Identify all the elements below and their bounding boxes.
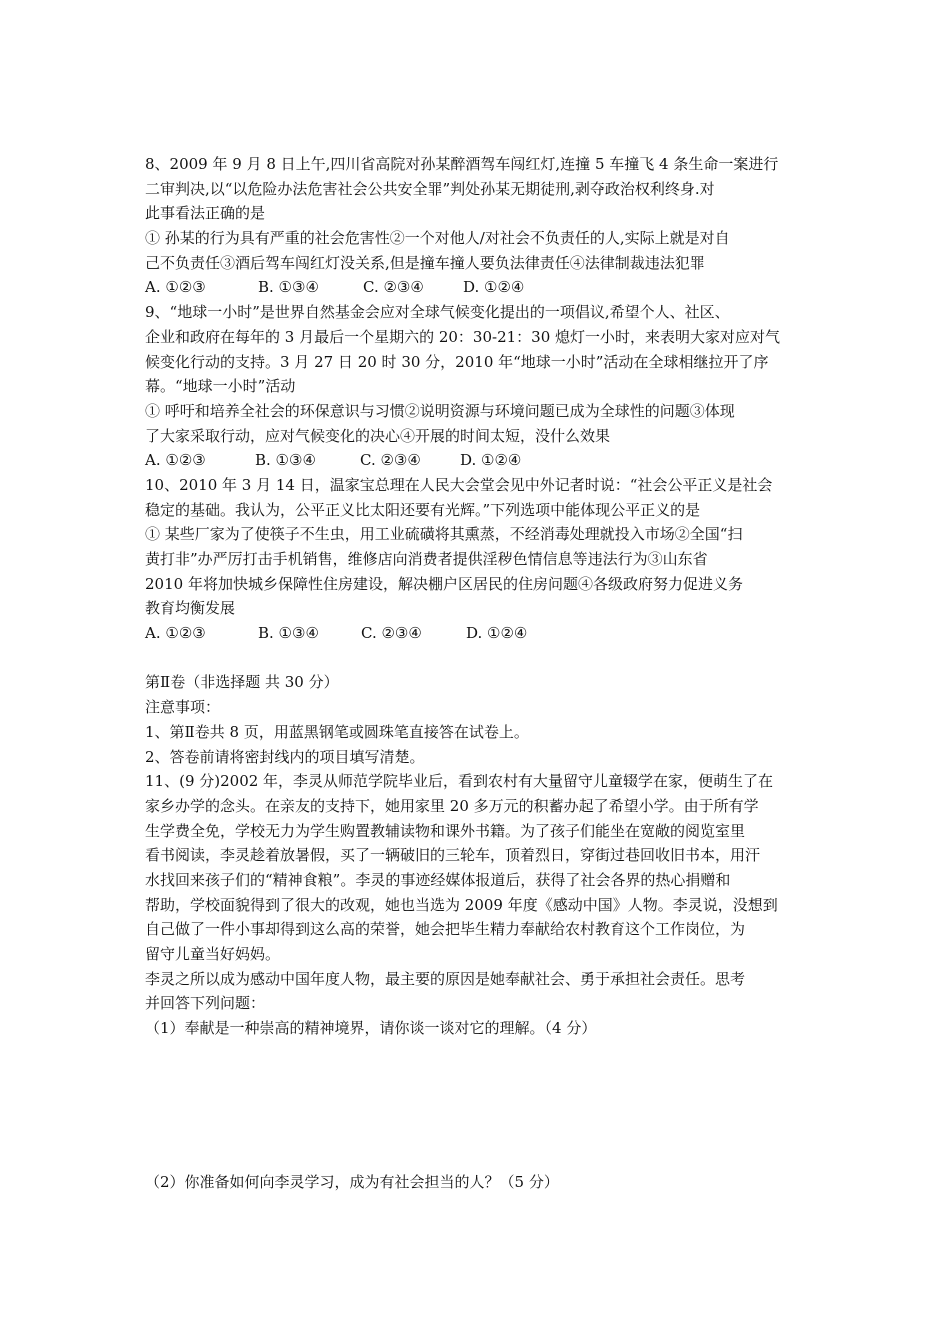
notice-item: 2、答卷前请将密封线内的项目填写清楚。 (145, 747, 425, 766)
question-text-line: 9、“地球一小时”是世界自然基金会应对全球气候变化提出的一项倡议,希望个人、社区、 (145, 303, 730, 322)
question-text-line: ① 呼吁和培养全社会的环保意识与习惯②说明资源与环境问题已成为全球性的问题③体现 (145, 401, 735, 420)
question-text-line: ① 某些厂家为了使筷子不生虫，用工业硫磺将其熏蒸，不经消毒处理就投入市场②全国“扫 (145, 525, 743, 544)
option-d: D. ①②④ (466, 624, 528, 643)
question-text-line: 并回答下列问题： (145, 994, 266, 1013)
option-b: B. ①③④ (255, 451, 316, 470)
option-d: D. ①②④ (463, 278, 525, 297)
question-text-line: 留守儿童当好妈妈。 (145, 945, 281, 963)
question-text-line: 2010 年将加快城乡保障性住房建设，解决棚户区居民的住房问题④各级政府努力促进义务 (145, 574, 743, 593)
question-text-line: 生学费全免，学校无力为学生购置教辅读物和课外书籍。为了孩子们能坐在宽敞的阅览室里 (145, 821, 746, 840)
option-a: A. ①②③ (145, 278, 206, 297)
question-text-line: ① 孙某的行为具有严重的社会危害性②一个对他人/对社会不负责任的人,实际上就是对自 (145, 229, 730, 248)
question-9 (145, 300, 810, 473)
option-a: A. ①②③ (145, 451, 206, 470)
notice-heading: 注意事项： (145, 698, 221, 717)
question-text-line: 己不负责任③酒后驾车闯红灯没关系,但是撞车撞人要负法律责任④法律制裁违法犯罪 (145, 253, 705, 272)
option-c: C. ②③④ (361, 624, 422, 643)
question-text-line: 自己做了一件小事却得到这么高的荣誉，她会把毕生精力奉献给农村教育这个工作岗位，为 (145, 920, 746, 939)
question-text-line: 二审判决,以“以危险办法危害社会公共安全罪”判处孙某无期徒刑,剥夺政治权利终身.对 (145, 179, 715, 198)
question-text-line: 10、2010 年 3 月 14 日，温家宝总理在人民大会堂会见中外记者时说：“社会公平正义是社会 (145, 475, 773, 494)
question-text-line: 候变化行动的支持。3 月 27 日 20 时 30 分，2010 年“地球一小时”活动在全球相继拉开了序 (145, 352, 769, 371)
option-b: B. ①③④ (258, 624, 319, 643)
question-text-line: 家乡办学的念头。在亲友的支持下，她用家里 20 多万元的积蓄办起了希望小学。由于所有学 (145, 796, 759, 815)
question-10 (145, 473, 810, 646)
question-text-line: 帮助，学校面貌得到了很大的改观，她也当选为 2009 年度《感动中国》人物。李灵说，没想到 (145, 895, 778, 914)
question-8 (145, 152, 810, 300)
part-2-header (145, 670, 810, 769)
question-text-line: 企业和政府在每年的 3 月最后一个星期六的 20：30-21：30 熄灯一小时，来表明大家对应对气 (145, 327, 781, 346)
notice-item: 1、第Ⅱ卷共 8 页，用蓝黑钢笔或圆珠笔直接答在试卷上。 (145, 722, 529, 741)
question-11 (145, 769, 810, 1041)
answer-options (145, 621, 810, 646)
question-text-line: 稳定的基础。我认为，公平正义比太阳还要有光辉。”下列选项中能体现公平正义的是 (145, 500, 701, 519)
question-text-line: 李灵之所以成为感动中国年度人物，最主要的原因是她奉献社会、勇于承担社会责任。思考 (145, 969, 746, 988)
option-b: B. ①③④ (258, 278, 319, 297)
option-c: C. ②③④ (363, 278, 424, 297)
option-d: D. ①②④ (460, 451, 522, 470)
question-text-line: 11、(9 分)2002 年，李灵从师范学院毕业后，看到农村有大量留守儿童辍学在家，便萌生了在 (145, 772, 774, 791)
answer-options (145, 275, 810, 300)
question-text-line: 8、2009 年 9 月 8 日上午,四川省高院对孙某醉酒驾车闯红灯,连撞 5 车撞飞 4 条生命一案进行 (145, 155, 779, 173)
question-text-line: 教育均衡发展 (145, 599, 236, 618)
question-text-line: 幕。“地球一小时”活动 (145, 377, 296, 396)
question-text-line: 了大家采取行动，应对气候变化的决心④开展的时间太短，没什么效果 (145, 426, 611, 445)
sub-question-1: （1）奉献是一种崇高的精神境界，请你谈一谈对它的理解。（4 分） (145, 1019, 597, 1038)
question-text-line: 水找回来孩子们的“精神食粮”。李灵的事迹经媒体报道后，获得了社会各界的热心捐赠和 (145, 870, 731, 889)
question-text-line: 看书阅读，李灵趁着放暑假，买了一辆破旧的三轮车，顶着烈日，穿街过巷回收旧书本，用汗 (145, 846, 761, 865)
exam-content (145, 152, 810, 1041)
answer-options (145, 448, 810, 473)
section-spacer (145, 646, 810, 671)
option-c: C. ②③④ (360, 451, 421, 470)
option-a: A. ①②③ (145, 624, 206, 643)
question-text-line: 黄打非”办严厉打击手机销售，维修店向消费者提供淫秽色情信息等违法行为③山东省 (145, 550, 708, 568)
sub-question-2: （2）你准备如何向李灵学习，成为有社会担当的人？（5 分） (145, 1173, 559, 1191)
part-2-title: 第Ⅱ卷（非选择题 共 30 分） (145, 673, 339, 692)
question-text-line: 此事看法正确的是 (145, 204, 266, 223)
